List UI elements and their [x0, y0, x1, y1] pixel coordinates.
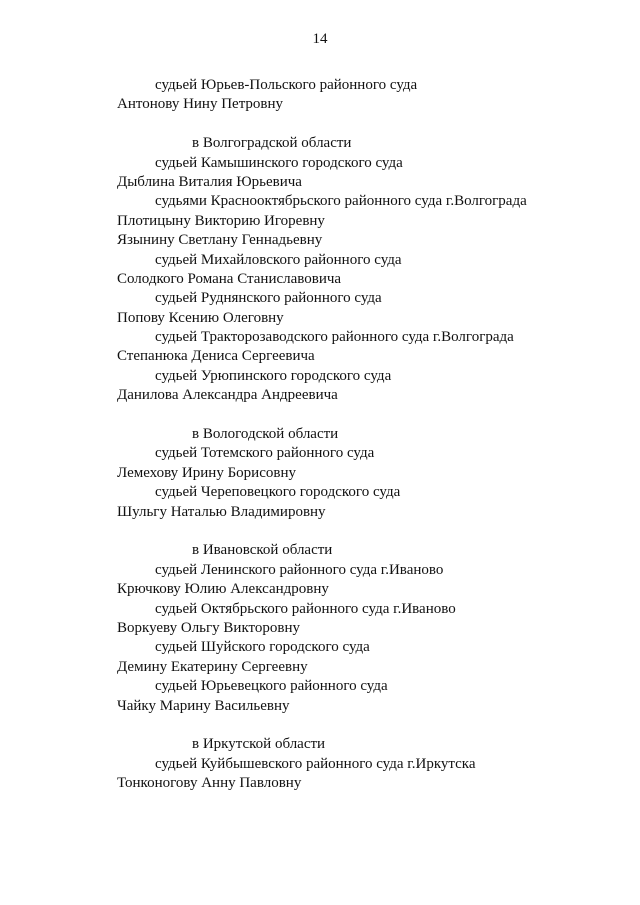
- intro-block: [117, 76, 627, 115]
- person-name: Крючкову Юлию Александровну: [117, 581, 329, 598]
- court-line: судьей Тракторозаводского районного суда г.Волгограда: [155, 329, 514, 346]
- court-line: судьей Урюпинского городского суда: [155, 367, 392, 384]
- court-line: судьей Ленинского районного суда г.Иваново: [155, 561, 444, 578]
- region-heading: в Иркутской области: [192, 736, 326, 753]
- person-name: Попову Ксению Олеговну: [117, 309, 284, 326]
- person-name: Дыблина Виталия Юрьевича: [117, 173, 302, 190]
- court-line: судьей Шуйского городского суда: [155, 639, 370, 656]
- region-heading: в Ивановской области: [192, 542, 333, 559]
- court-line: судьей Камышинского городского суда: [155, 154, 403, 171]
- person-name: Воркуеву Ольгу Викторовну: [117, 619, 301, 636]
- court-line: судьей Череповецкого городского суда: [155, 484, 401, 501]
- page-number: 14: [312, 31, 328, 47]
- region-section: [117, 735, 627, 793]
- person-name: Тонконогову Анну Павловну: [117, 775, 302, 792]
- document-body: [117, 76, 627, 793]
- region-heading: в Вологодской области: [192, 426, 339, 443]
- person-name: Степанюка Дениса Сергеевича: [117, 348, 315, 365]
- person-name: Солодкого Романа Станиславовича: [117, 270, 342, 287]
- court-line: судьей Юрьев-Польского районного суда: [155, 77, 418, 93]
- person-name: Шульгу Наталью Владимировну: [117, 503, 326, 520]
- court-line: судьей Октябрьского районного суда г.Иваново: [155, 600, 456, 617]
- court-line: судьями Краснооктябрьского районного суда г.Волгограда: [155, 193, 527, 210]
- court-line: судьей Куйбышевского районного суда г.Иркутска: [155, 755, 476, 772]
- court-line: судьей Михайловского районного суда: [155, 251, 402, 268]
- person-name: Язынину Светлану Геннадьевну: [117, 232, 323, 249]
- region-heading: в Волгоградской области: [192, 135, 352, 152]
- region-section: [117, 134, 627, 405]
- court-line: судьей Руднянского районного суда: [155, 290, 382, 307]
- person-name: Антонову Нину Петровну: [117, 96, 284, 113]
- person-name: Лемехову Ирину Борисовну: [117, 464, 296, 481]
- region-section: [117, 425, 627, 522]
- person-name: Плотицыну Викторию Игоревну: [117, 212, 325, 229]
- region-section: [117, 541, 627, 716]
- person-name: Демину Екатерину Сергеевну: [117, 658, 308, 675]
- court-line: судьей Тотемского районного суда: [155, 445, 375, 462]
- court-line: судьей Юрьевецкого районного суда: [155, 678, 388, 695]
- person-name: Данилова Александра Андреевича: [117, 387, 338, 404]
- person-name: Чайку Марину Васильевну: [117, 697, 290, 714]
